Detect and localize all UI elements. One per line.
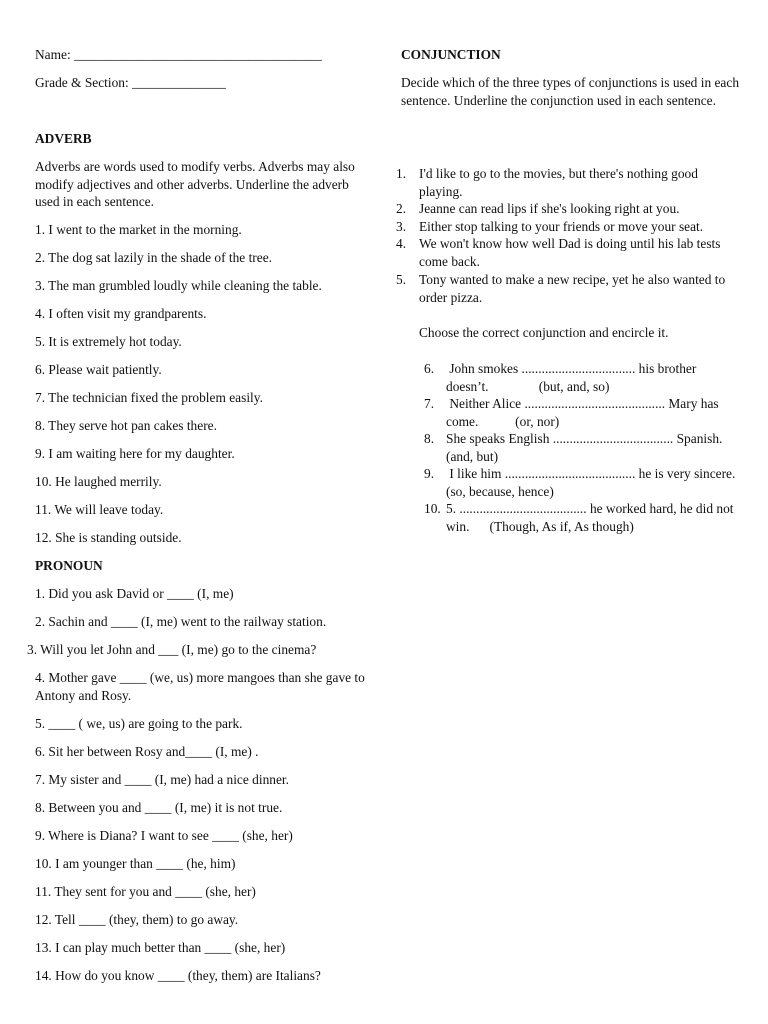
grade-section-field-row bbox=[35, 74, 226, 92]
choice-item-text: She speaks English .................................... Spanish. bbox=[446, 431, 723, 446]
choice-item-number: 9. bbox=[424, 466, 435, 481]
conjunction-item-text: come back. bbox=[419, 253, 480, 269]
choose-instruction: Choose the correct conjunction and encircle it. bbox=[419, 325, 669, 340]
pronoun-item: 5. ____ ( we, us) are going to the park. bbox=[35, 716, 243, 731]
pronoun-item: 11. They sent for you and ____ (she, her) bbox=[35, 884, 256, 899]
pronoun-item: 8. Between you and ____ (I, me) it is not true. bbox=[35, 800, 283, 815]
choice-item-text: (so, because, hence) bbox=[446, 483, 554, 499]
choice-item-number: 8. bbox=[424, 431, 435, 446]
pronoun-heading: PRONOUN bbox=[35, 558, 103, 573]
conjunction-instructions: Decide which of the three types of conjunctions is used in each sentence. Underline the conjunction used in each sentence. bbox=[401, 75, 740, 108]
conjunction-item-number: 4. bbox=[396, 236, 407, 251]
name-label: Name: bbox=[35, 47, 71, 62]
choice-item-number: 6. bbox=[424, 361, 435, 376]
pronoun-item: 10. I am younger than ____ (he, him) bbox=[35, 856, 236, 871]
adverb-item: 2. The dog sat lazily in the shade of the tree. bbox=[35, 250, 272, 265]
choice-item-number: 7. bbox=[424, 396, 435, 411]
choice-item-text: come. (or, nor) bbox=[446, 413, 560, 429]
name-field-row bbox=[35, 46, 322, 64]
pronoun-item: 7. My sister and ____ (I, me) had a nice dinner. bbox=[35, 772, 289, 787]
pronoun-item: 4. Mother gave ____ (we, us) more mangoes than she gave to Antony and Rosy. bbox=[35, 670, 365, 703]
conjunction-item-text: Jeanne can read lips if she's looking right at you. bbox=[419, 201, 680, 216]
conjunction-heading: CONJUNCTION bbox=[401, 47, 501, 62]
conjunction-item-text: We won't know how well Dad is doing until his lab tests bbox=[419, 236, 721, 251]
choice-item-text: win. (Though, As if, As though) bbox=[446, 518, 634, 534]
conjunction-item-number: 5. bbox=[396, 272, 407, 287]
choice-item-text: I like him ....................................... he is very sincere. bbox=[446, 466, 736, 481]
pronoun-item: 9. Where is Diana? I want to see ____ (she, her) bbox=[35, 828, 293, 843]
grade-section-blank[interactable]: ______________ bbox=[132, 75, 226, 90]
pronoun-item: 6. Sit her between Rosy and____ (I, me) . bbox=[35, 744, 259, 759]
adverb-instructions: Adverbs are words used to modify verbs. Adverbs may also modify adjectives and other adverbs. Underline the adverb used in each sentence. bbox=[35, 159, 355, 209]
adverb-item: 9. I am waiting here for my daughter. bbox=[35, 446, 235, 461]
adverb-item: 12. She is standing outside. bbox=[35, 530, 182, 545]
choice-item-number: 10. bbox=[424, 501, 441, 516]
conjunction-item-number: 1. bbox=[396, 166, 407, 181]
choice-item-text: John smokes .................................. his brother bbox=[446, 361, 697, 376]
adverb-item: 1. I went to the market in the morning. bbox=[35, 222, 242, 237]
adverb-item: 4. I often visit my grandparents. bbox=[35, 306, 207, 321]
adverb-heading: ADVERB bbox=[35, 131, 92, 146]
choice-item-text: 5. ...................................... he worked hard, he did not bbox=[446, 501, 734, 516]
conjunction-item-text: order pizza. bbox=[419, 289, 483, 305]
conjunction-item-number: 3. bbox=[396, 219, 407, 234]
adverb-item: 11. We will leave today. bbox=[35, 502, 164, 517]
adverb-item: 7. The technician fixed the problem easily. bbox=[35, 390, 263, 405]
pronoun-item: 3. Will you let John and ___ (I, me) go to the cinema? bbox=[27, 642, 317, 657]
pronoun-item: 14. How do you know ____ (they, them) are Italians? bbox=[35, 968, 321, 983]
grade-section-label: Grade & Section: bbox=[35, 75, 129, 90]
pronoun-item: 1. Did you ask David or ____ (I, me) bbox=[35, 586, 234, 601]
pronoun-item: 12. Tell ____ (they, them) to go away. bbox=[35, 912, 239, 927]
adverb-item: 3. The man grumbled loudly while cleaning the table. bbox=[35, 278, 322, 293]
name-blank[interactable]: _____________________________________ bbox=[74, 47, 322, 62]
adverb-item: 8. They serve hot pan cakes there. bbox=[35, 418, 217, 433]
conjunction-item-text: I'd like to go to the movies, but there's nothing good bbox=[419, 166, 698, 181]
choice-item-text: (and, but) bbox=[446, 448, 499, 464]
conjunction-item-number: 2. bbox=[396, 201, 407, 216]
conjunction-item-text: Tony wanted to make a new recipe, yet he also wanted to bbox=[419, 272, 726, 287]
conjunction-item-text: playing. bbox=[419, 183, 463, 199]
adverb-item: 10. He laughed merrily. bbox=[35, 474, 162, 489]
choice-item-text: doesn’t. (but, and, so) bbox=[446, 378, 610, 394]
conjunction-item-text: Either stop talking to your friends or move your seat. bbox=[419, 219, 704, 234]
adverb-item: 6. Please wait patiently. bbox=[35, 362, 162, 377]
choice-item-text: Neither Alice .......................................... Mary has bbox=[446, 396, 719, 411]
pronoun-item: 2. Sachin and ____ (I, me) went to the railway station. bbox=[35, 614, 327, 629]
adverb-item: 5. It is extremely hot today. bbox=[35, 334, 182, 349]
pronoun-item: 13. I can play much better than ____ (she, her) bbox=[35, 940, 286, 955]
